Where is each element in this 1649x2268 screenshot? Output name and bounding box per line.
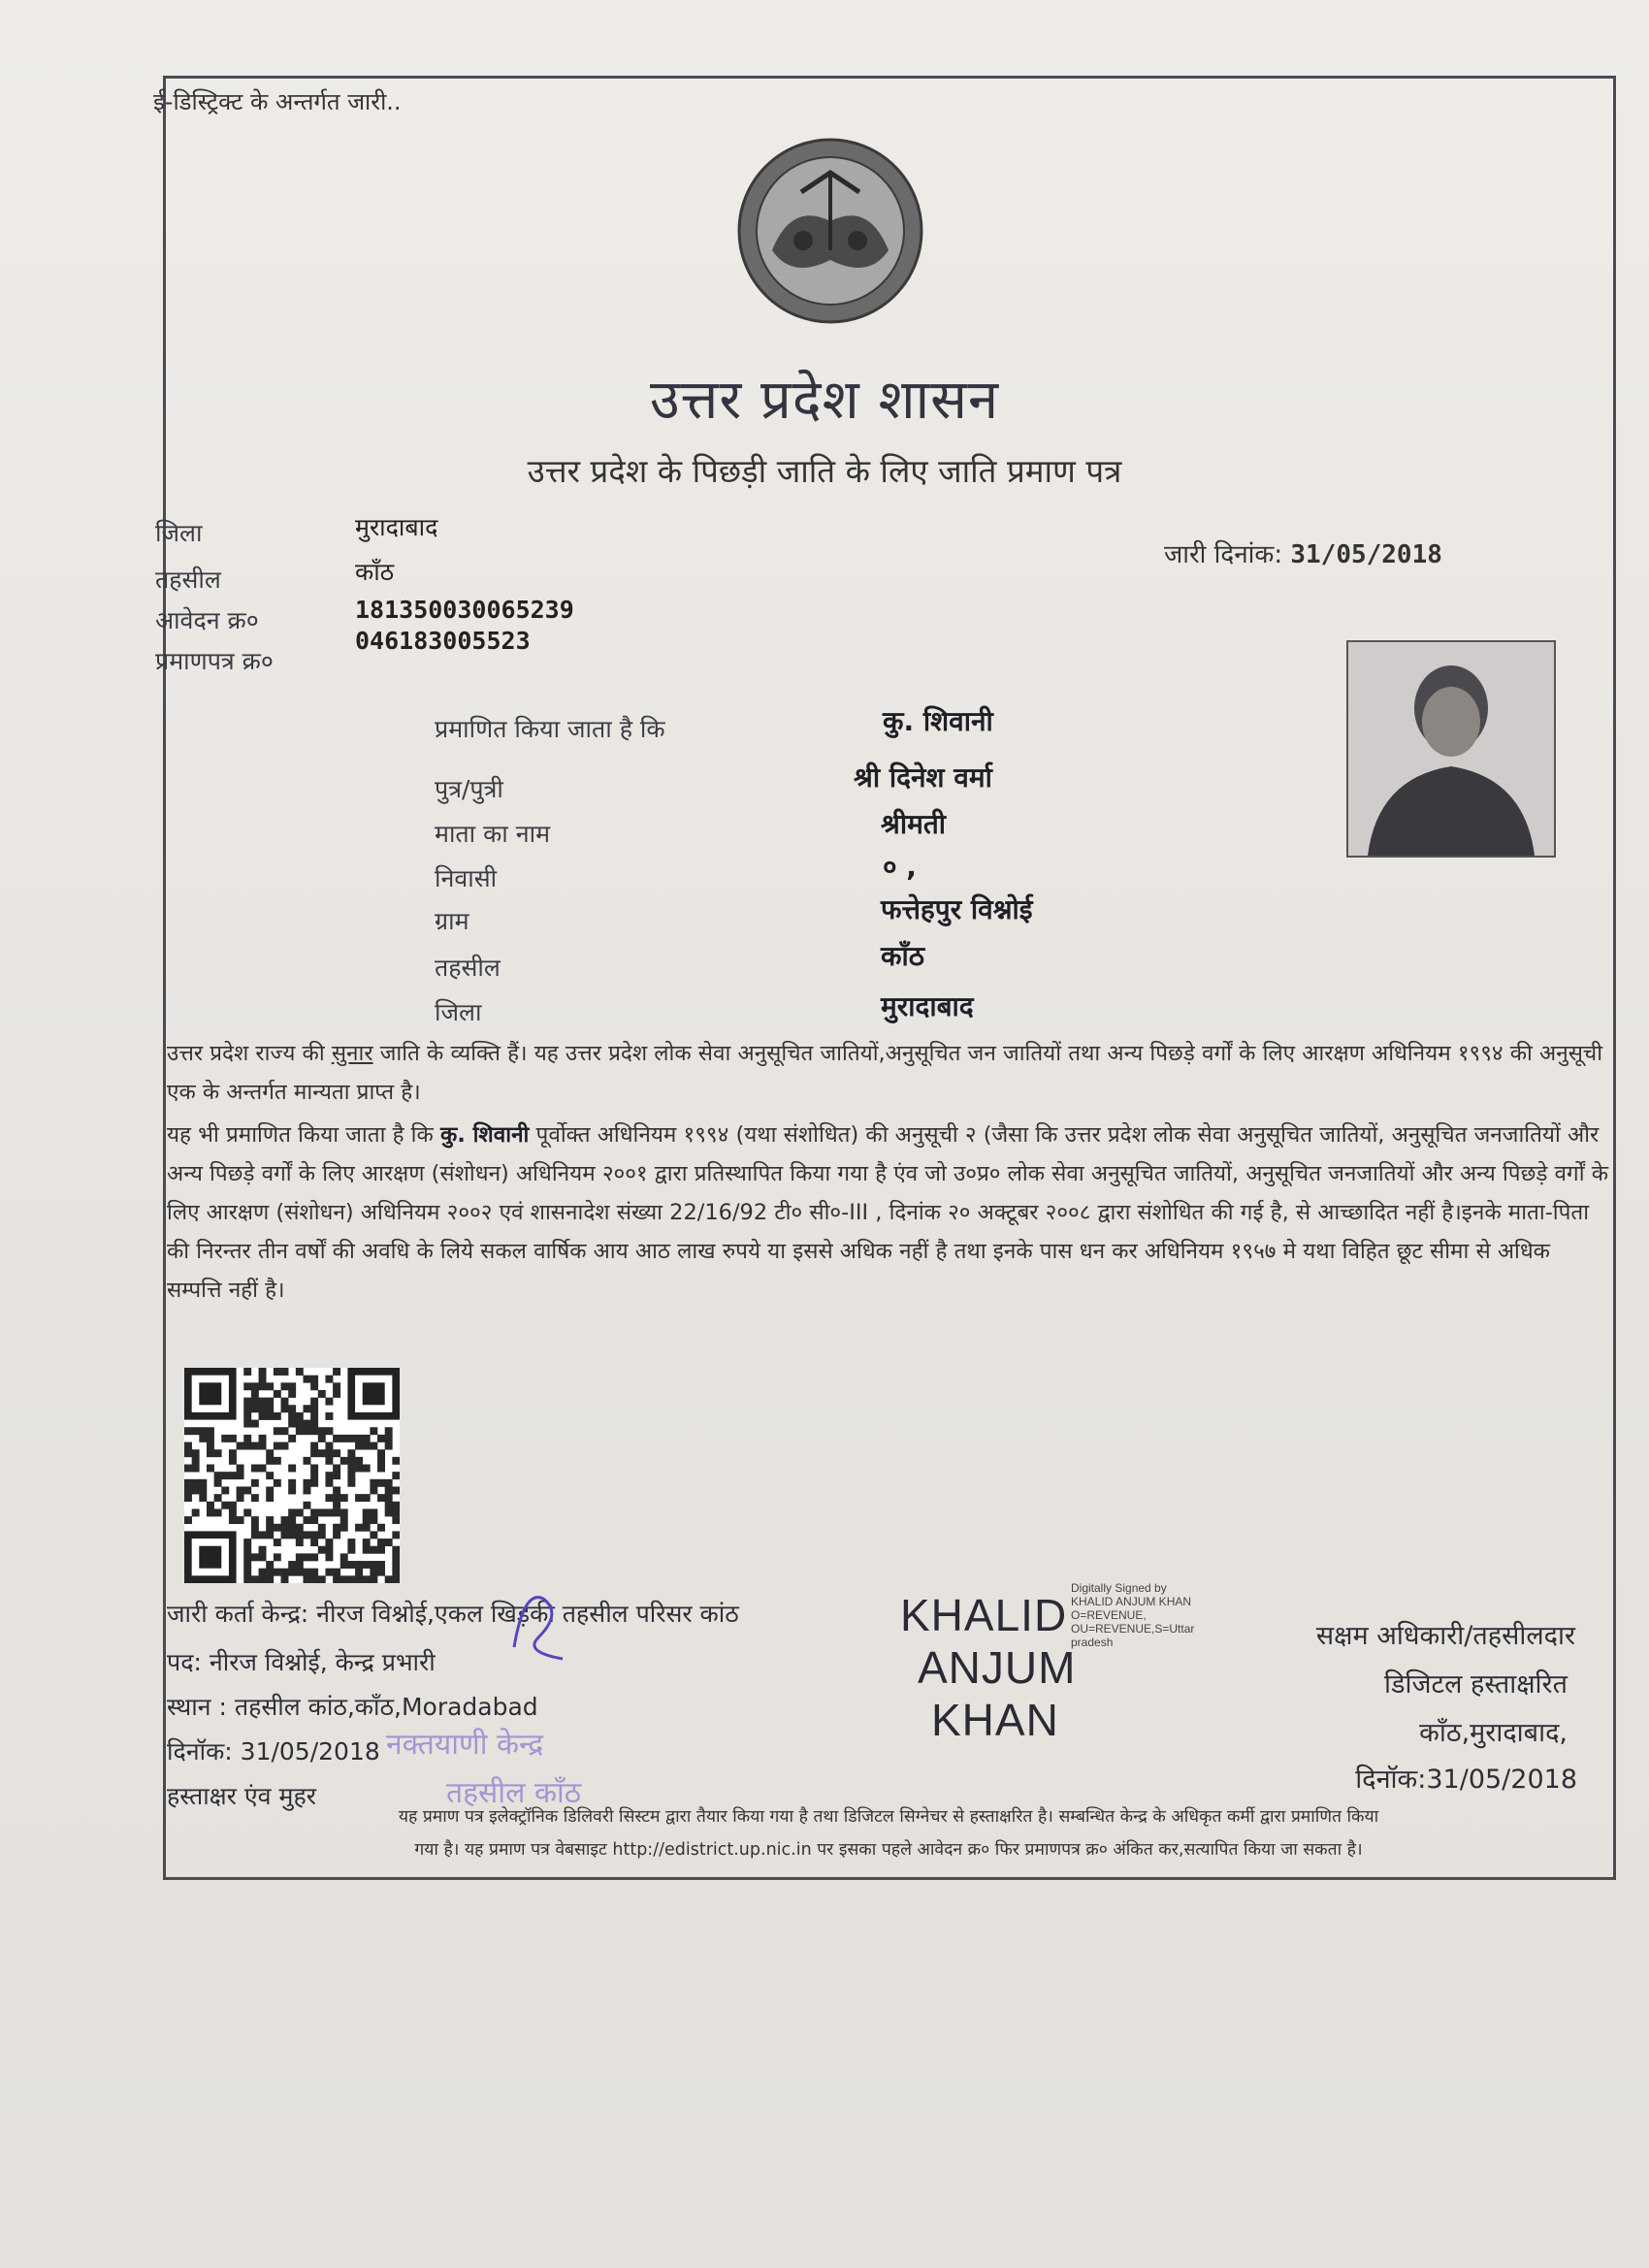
officer-place: काँठ,मुरादाबाद,: [1419, 1718, 1568, 1748]
tehsil-stamp: तहसील काँठ: [446, 1776, 582, 1810]
digital-sig-line-2: KHALID ANJUM KHAN: [1071, 1595, 1192, 1608]
digital-signature-info: [1071, 1581, 1194, 1649]
digital-sig-line-4: OU=REVENUE,S=Uttar: [1071, 1622, 1195, 1636]
signature-mark-icon: [504, 1579, 582, 1667]
details-tehsil-label: तहसील: [435, 954, 501, 982]
digital-sig-line-3: O=REVENUE,: [1071, 1608, 1147, 1622]
page-title: उत्तर प्रदेश शासन: [649, 369, 1000, 432]
details-district-label: जिला: [435, 998, 482, 1026]
certificate-paragraph-2: [167, 1116, 1610, 1310]
village-value: फत्तेहपुर विश्नोई: [881, 893, 1033, 925]
village-label: ग्राम: [435, 907, 469, 935]
mother-label: माता का नाम: [435, 820, 551, 848]
details-district-value: मुरादाबाद: [881, 990, 974, 1022]
district-label: जिला: [155, 519, 203, 547]
verification-note-line-2: गया है। यह प्रमाण पत्र वेबसाइट http://edistrict.up.nic.in पर इसका पहले आवेदन क्र० फिर प्रमाणपत्र क्र० अंकित कर,सत्यापित किया जा सकता है।: [414, 1840, 1363, 1860]
qr-code: [184, 1368, 400, 1583]
verification-note-line-1: यह प्रमाण पत्र इलेक्ट्रॉनिक डिलिवरी सिस्टम द्वारा तैयार किया गया है तथा डिजिटल सिग्नेचर से हस्ताक्षरित है। सम्बन्धित केन्द्र के अधिकृत कर्मी द्वारा प्रमाणित किया: [398, 1807, 1379, 1827]
certificate-number-label: प्रमाणपत्र क्र०: [155, 647, 274, 675]
tehsil-label: तहसील: [155, 566, 221, 594]
district-value: मुरादाबाद: [355, 513, 438, 541]
application-number-label: आवेदन क्र०: [155, 606, 259, 634]
signer-first-name: KHALID: [900, 1590, 1068, 1640]
resident-label: निवासी: [435, 864, 498, 892]
issuer-center: जारी कर्ता केन्द्र: नीरज विश्नोई,एकल खिड़की तहसील परिसर कांठ: [167, 1600, 739, 1628]
center-stamp: नक्तयाणी केन्द्र: [386, 1728, 544, 1762]
officer-title: सक्षम अधिकारी/तहसीलदार: [1315, 1621, 1575, 1651]
issuer-place: स्थान : तहसील कांठ,काँठ,Moradabad: [167, 1693, 538, 1721]
father-name: श्री दिनेश वर्मा: [854, 761, 992, 794]
applicant-name: कु. शिवानी: [883, 705, 993, 737]
issue-date-label: जारी दिनांक:: [1164, 540, 1283, 569]
applicant-photo: [1346, 640, 1556, 858]
paragraph-2-start: यह भी प्रमाणित किया जाता है कि: [167, 1122, 434, 1148]
resident-value: ० ,: [883, 851, 917, 883]
certificate-number-value: 046183005523: [355, 627, 531, 655]
application-number-value: 181350030065239: [355, 596, 574, 624]
details-tehsil-value: काँठ: [881, 940, 925, 972]
digital-sig-line-1: Digitally Signed by: [1071, 1581, 1167, 1595]
issue-date: [1164, 535, 1442, 570]
issue-date-value: 31/05/2018: [1290, 540, 1442, 569]
paragraph-1-end: जाति के व्यक्ति हैं। यह उत्तर प्रदेश लोक सेवा अनुसूचित जातियों,अनुसूचित जन जातियों तथा अन्य पिछड़े वर्गों के लिए आरक्षण अधिनियम १९९४ की अनुसूची एक के अन्तर्गत मान्यता प्राप्त है।: [167, 1041, 1603, 1105]
paragraph-2-name: कु. शिवानी: [439, 1122, 530, 1148]
issuer-date: दिनॉक: 31/05/2018: [167, 1737, 380, 1766]
tehsil-value: काँठ: [355, 558, 395, 586]
verification-note: [167, 1800, 1610, 1866]
mother-name: श्रीमती: [881, 808, 947, 840]
certified-label: प्रमाणित किया जाता है कि: [435, 715, 665, 743]
signer-last-name: KHAN: [931, 1695, 1059, 1745]
certificate-subtitle: उत्तर प्रदेश के पिछड़ी जाति के लिए जाति प्रमाण पत्र: [527, 452, 1122, 490]
up-government-emblem-icon: [733, 134, 927, 328]
officer-date: दिनॉक:31/05/2018: [1355, 1765, 1577, 1795]
digitally-signed-label: डिजिटल हस्ताक्षरित: [1384, 1669, 1568, 1700]
certificate-paragraph-1: [167, 1034, 1610, 1112]
sign-and-seal-label: हस्ताक्षर एंव मुहर: [167, 1782, 316, 1810]
digital-sig-line-5: pradesh: [1071, 1636, 1114, 1649]
person-photo-icon: [1348, 642, 1554, 856]
child-of-label: पुत्र/पुत्री: [435, 775, 503, 803]
paragraph-2-end: पूर्वोक्त अधिनियम १९९४ (यथा संशोधित) की अनुसूची २ (जैसा कि उत्तर प्रदेश लोक सेवा अनुसूचित जातियों, अनुसूचित जनजातियों और अन्य पिछड़े वर्गों के लिए आरक्षण (संशोधन) अधिनियम २००१ द्वारा प्रतिस्थापित किया गया है एंव जो उ०प्र० लोक सेवा अनुसूचित जातियों, अनुसूचित जनजातियों और अन्य पिछड़े वर्गों के लिए आरक्षण (संशोधन) अधिनियम २००२ एवं शासनादेश संख्या 22/16/92 टी० सी०-III , दिनांक २० अक्टूबर २००८ द्वारा संशोधित की गई है, से आच्छादित नहीं है।इनके माता-पिता की निरन्तर तीन वर्षों की अवधि के लिये सकल वार्षिक आय आठ लाख रुपये या इससे अधिक नहीं है तथा इनके पास धन कर अधिनियम १९५७ मे यथा विहित छूट सीमा से अधिक सम्पत्ति नहीं है।: [167, 1122, 1608, 1303]
caste-name: सुनार: [331, 1041, 373, 1066]
qr-code-icon: [184, 1368, 400, 1583]
edistrict-note: ई-डिस्ट्रिक्ट के अन्तर्गत जारी..: [153, 88, 402, 115]
signer-middle-name: ANJUM: [918, 1642, 1077, 1693]
issuer-post: पद: नीरज विश्नोई, केन्द्र प्रभारी: [167, 1648, 436, 1676]
paragraph-1-start: उत्तर प्रदेश राज्य की: [167, 1041, 325, 1066]
